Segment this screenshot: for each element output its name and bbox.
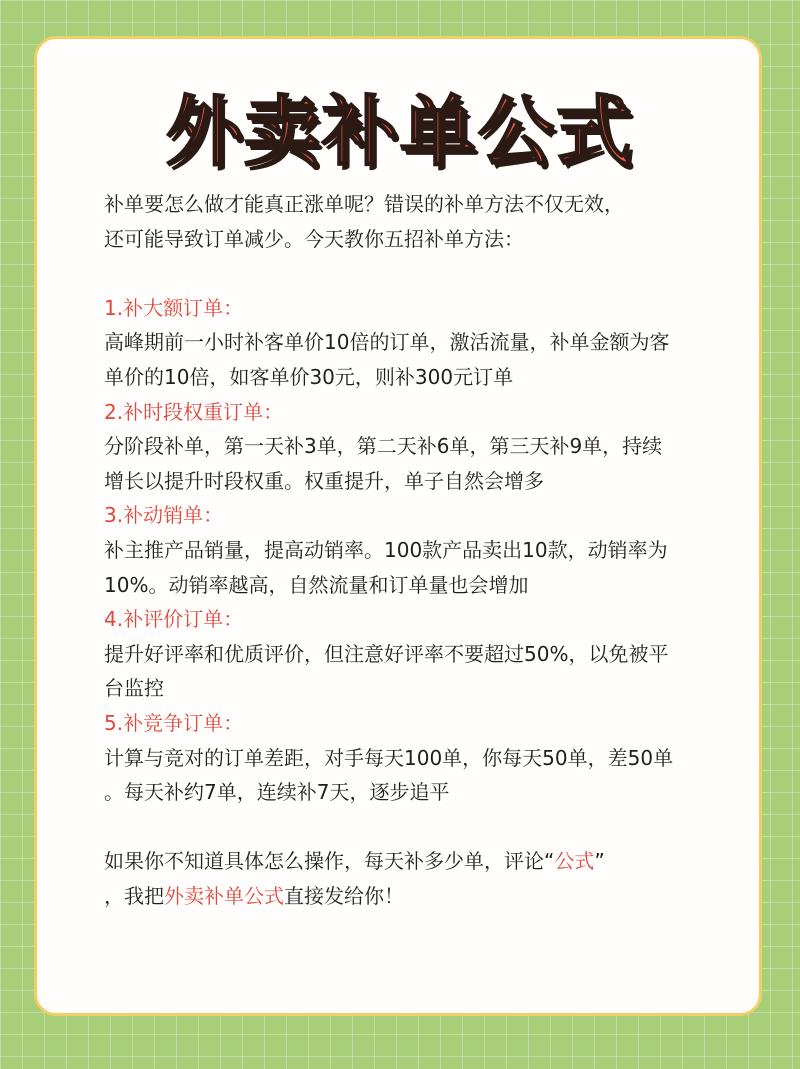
outro-line — [104, 844, 710, 879]
section-heading: 5.补竞争订单： — [104, 710, 244, 735]
section-text: 补主推产品销量，提高动销率。100款产品卖出10款，动销率为 — [104, 537, 668, 562]
section-text: 高峰期前一小时补客单价10倍的订单，激活流量，补单金额为客 — [104, 330, 670, 355]
outro-text: ，我把 — [104, 883, 164, 908]
intro-line: 还可能导致订单减少。今天教你五招补单方法： — [104, 226, 524, 251]
section-text: 计算与竞对的订单差距，对手每天100单，你每天50单，差50单 — [104, 745, 674, 770]
outro-keyword: 外卖补单公式 — [164, 883, 284, 908]
section-heading: 2.补时段权重订单： — [104, 399, 284, 424]
outro-text: ” — [594, 849, 605, 874]
intro-line: 补单要怎么做才能真正涨单呢？错误的补单方法不仅无效， — [104, 192, 624, 216]
outro-keyword: 公式 — [554, 849, 595, 874]
section-text: 台监控 — [104, 676, 164, 701]
section-heading: 4.补评价订单： — [104, 607, 244, 632]
spacer — [104, 256, 710, 291]
article-body — [104, 187, 710, 913]
spacer — [104, 810, 710, 845]
outro-line — [104, 879, 710, 914]
section-text: 10%。动销率越高，自然流量和订单量也会增加 — [104, 572, 529, 597]
section-text: 增长以提升时段权重。权重提升，单子自然会增多 — [104, 468, 544, 493]
section-heading: 3.补动销单： — [104, 503, 224, 528]
section-text: 提升好评率和优质评价，但注意好评率不要超过50%，以免被平 — [104, 641, 669, 666]
outro-text: 如果你不知道具体怎么操作，每天补多少单，评论“ — [104, 849, 555, 874]
outro-text: 直接发给你！ — [284, 883, 404, 908]
section-text: 分阶段补单，第一天补3单，第二天补6单，第三天补9单，持续 — [104, 434, 663, 459]
section-text: 单价的10倍，如客单价30元，则补300元订单 — [104, 364, 514, 389]
section-text: 。每天补约7单，连续补7天，逐步追平 — [104, 780, 450, 805]
page-title: 外卖补单公式 — [166, 87, 634, 176]
section-heading: 1.补大额订单： — [104, 295, 244, 320]
